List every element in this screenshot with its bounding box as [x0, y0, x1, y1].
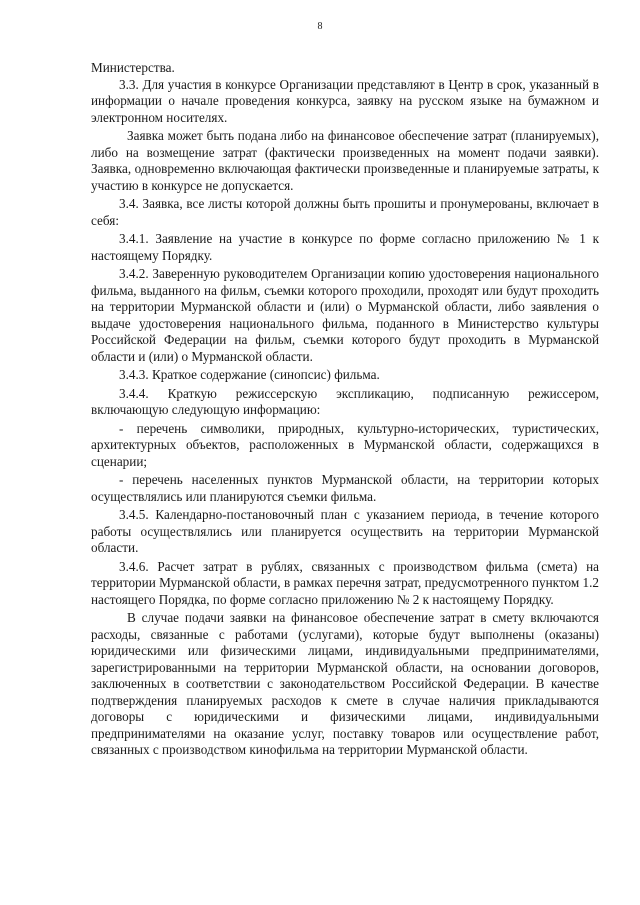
paragraph-continuation: Министерства. — [91, 60, 175, 75]
page-number: 8 — [317, 21, 323, 32]
paragraph-3-4-3: 3.4.3. Краткое содержание (синопсис) фильма. — [119, 367, 380, 382]
paragraph-3-4-6: 3.4.6. Расчет затрат в рублях, связанных с производством фильма (смета) на территории Мурманской области, в рамках перечня затрат, предусмотренного пунктом 1.2 настоящего Порядка, по форме согласно приложению № 2 к настоящему Порядку. — [91, 558, 599, 607]
list-item-symbols: - перечень символики, природных, культурно-исторических, туристических, архитектурных объектов, расположенных в Мурманской области, содержащихся в сценарии; — [91, 420, 599, 469]
paragraph-3-4-4: 3.4.4. Краткую режиссерскую экспликацию, подписанную режиссером, включающую следующую информацию: — [91, 385, 599, 417]
paragraph-3-4-2: 3.4.2. Заверенную руководителем Организации копию удостоверения национального фильма, выданного на фильм, съемки которого проходили, проходят или будут проходить на территории Мурманской области и (или) о Мурманской области, либо заявления о выдаче удостоверения национального фильма, поданного в Министерство культуры Российской Федерации на фильм, съемки которого будут проходить в Мурманской области и (или) о Мурманской области. — [91, 266, 599, 364]
paragraph-cost-estimate: В случае подачи заявки на финансовое обеспечение затрат в смету включаются расходы, связанные с работами (услугами), которые будут выполнены (оказаны) юридическими или физическими лицами, индивидуальными предпринимателями, зарегистрированными на территории Мурманской области, на основании договоров, заключенных в соответствии с законодательством Российской Федерации. В качестве подтверждения планируемых расходов к смете в случае наличия прикладываются договоры с юридическими и физическими лицами, индивидуальными предпринимателями на оказание услуг, поставку товаров или осуществление работ, связанных с производством кинофильма на территории Мурманской области. — [91, 610, 599, 757]
paragraph-3-3: 3.3. Для участия в конкурсе Организации представляют в Центр в срок, указанный в информации о начале проведения конкурса, заявку на русском языке на бумажном и электронном носителях. — [91, 76, 599, 125]
document-body — [91, 60, 599, 759]
paragraph-3-4: 3.4. Заявка, все листы которой должны быть прошиты и пронумерованы, включает в себя: — [91, 196, 599, 228]
list-item-settlements: - перечень населенных пунктов Мурманской области, на территории которых осуществлялись или планируются съемки фильма. — [91, 472, 599, 504]
paragraph-3-4-5: 3.4.5. Календарно-постановочный план с указанием периода, в течение которого работы осуществлялись или планируется осуществить на территории Мурманской области. — [91, 507, 599, 555]
paragraph-application-type: Заявка может быть подана либо на финансовое обеспечение затрат (планируемых), либо на возмещение затрат (фактически произведенных на момент подачи заявки). Заявка, одновременно включающая фактически произведенные и планируемые затраты, к участию в конкурсе не допускается. — [91, 128, 599, 193]
paragraph-3-4-1: 3.4.1. Заявление на участие в конкурсе по форме согласно приложению № 1 к настоящему Порядку. — [91, 231, 599, 263]
